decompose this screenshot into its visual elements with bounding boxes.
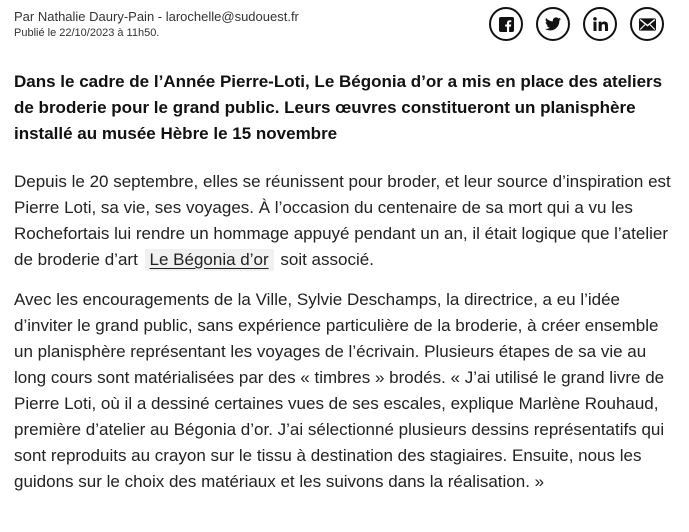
facebook-icon [499,17,514,32]
article-meta [14,8,474,41]
share-twitter-button[interactable] [536,7,570,41]
article-paragraph: Avec les encouragements de la Ville, Sylvie Deschamps, la directrice, a eu l’idée d’inviter le grand public, sans expérience particulière de la broderie, à créer ensemble un planisphère représentant les voyages de l’écrivain. Plusieurs étapes de sa vie au long cours sont matérialisées par des « timbres » brodés. « J’ai utilisé le grand livre de Pierre Loti, où il a dessiné certaines vues de ses escales, explique Marlène Rouhaud, première d’atelier au Bégonia d’or. J’ai sélectionné plusieurs dessins représentatifs qui sont reproduits au crayon sur le tissu à destination des stagiaires. Ensuite, nous les guidons sur le choix des matériaux et les suivons dans la réalisation. » [14,290,665,491]
share-facebook-button[interactable] [489,7,523,41]
share-linkedin-button[interactable] [583,7,617,41]
byline: Par Nathalie Daury-Pain - larochelle@sudouest.fr [14,9,299,24]
paragraph-text: soit associé. [280,250,374,269]
share-bar [489,7,664,41]
share-email-button[interactable] [630,7,664,41]
begonia-dor-link[interactable]: Le Bégonia d’or [145,249,274,271]
publication-date: Publié le 22/10/2023 à 11h50. [14,27,160,39]
article-paragraph [14,169,682,273]
paragraph-text: Depuis le 20 septembre, elles se réunissent pour broder, et leur source d’inspiration est Pierre Loti, sa vie, ses voyages. À l’occasion du centenaire de sa mort qui a vu les Rochefortais lui rendre un hommage appuyé pendant un an, il était logique que l’atelier de broderie d’art [14,172,671,269]
twitter-icon [545,17,561,31]
email-icon [639,18,656,31]
linkedin-icon [593,17,608,31]
article-lead: Dans le cadre de l’Année Pierre-Loti, Le Bégonia d’or a mis en place des ateliers de broderie pour le grand public. Leurs œuvres constitueront un planisphère installé au musée Hèbre le 15 novembre [14,72,663,143]
